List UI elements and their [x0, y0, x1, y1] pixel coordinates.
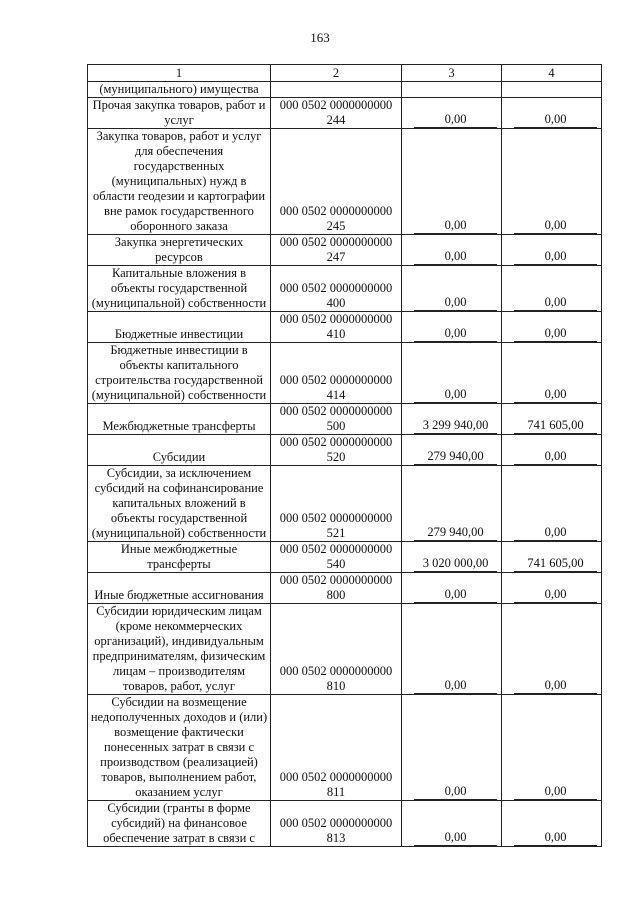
row-col4-cell [502, 343, 602, 404]
table-row [88, 404, 602, 435]
row-col3-cell [402, 573, 502, 604]
table-row [88, 343, 602, 404]
row-name-cell: Субсидии юридическим лицам (кроме некоммерческих организаций), индивидуальным предпринимателям, физическим лицам – производителям товаров, работ, услуг [88, 604, 271, 695]
row-col3-cell-value: 0,00 [414, 784, 497, 800]
row-col4-cell [502, 98, 602, 129]
row-code-cell: 000 0502 0000000000 414 [271, 343, 402, 404]
row-name-cell: Субсидии (гранты в форме субсидий) на финансовое обеспечение затрат в связи с [88, 801, 271, 847]
row-code-cell: 000 0502 0000000000 521 [271, 466, 402, 542]
row-col3-cell [402, 604, 502, 695]
row-col4-cell-value: 0,00 [514, 387, 597, 403]
row-col3-cell-value: 0,00 [414, 112, 497, 128]
row-col4-cell [502, 435, 602, 466]
table-row [88, 542, 602, 573]
row-col4-cell-value: 0,00 [514, 830, 597, 846]
row-col4-cell-value: 0,00 [514, 326, 597, 342]
row-col4-cell-value: 0,00 [514, 295, 597, 311]
row-col4-cell [502, 542, 602, 573]
row-col3-cell-value: 279 940,00 [414, 525, 497, 541]
table-row [88, 435, 602, 466]
table-row [88, 98, 602, 129]
row-col3-cell [402, 466, 502, 542]
row-col4-cell-value: 0,00 [514, 678, 597, 694]
row-name-cell: Субсидии [88, 435, 271, 466]
row-col4-cell [502, 466, 602, 542]
row-col3-cell-value: 0,00 [414, 387, 497, 403]
table-row [88, 604, 602, 695]
row-col3-cell-value: 3 020 000,00 [414, 556, 497, 572]
row-col4-cell [502, 312, 602, 343]
row-col4-cell-value: 741 605,00 [514, 418, 597, 434]
row-col4-cell [502, 404, 602, 435]
row-col4-cell [502, 235, 602, 266]
table-row [88, 466, 602, 542]
row-col3-cell [402, 235, 502, 266]
row-col3-cell-value: 0,00 [414, 249, 497, 265]
row-col3-cell-value: 279 940,00 [414, 449, 497, 465]
row-code-cell: 000 0502 0000000000 810 [271, 604, 402, 695]
row-col3-cell [402, 312, 502, 343]
row-col4-cell [502, 604, 602, 695]
row-name-cell: Иные межбюджетные трансферты [88, 542, 271, 573]
row-col3-cell [402, 435, 502, 466]
row-col4-cell-value: 0,00 [514, 449, 597, 465]
row-col4-cell [502, 695, 602, 801]
row-col3-cell [402, 266, 502, 312]
row-col4-cell [502, 801, 602, 847]
row-col3-cell [402, 82, 502, 98]
row-name-cell: Прочая закупка товаров, работ и услуг [88, 98, 271, 129]
row-code-cell: 000 0502 0000000000 520 [271, 435, 402, 466]
row-code-cell: 000 0502 0000000000 540 [271, 542, 402, 573]
row-code-cell: 000 0502 0000000000 813 [271, 801, 402, 847]
table-row [88, 573, 602, 604]
row-name-cell: Иные бюджетные ассигнования [88, 573, 271, 604]
row-col4-cell-value: 0,00 [514, 112, 597, 128]
row-code-cell: 000 0502 0000000000 400 [271, 266, 402, 312]
row-col4-cell [502, 129, 602, 235]
table-row [88, 312, 602, 343]
table-row [88, 235, 602, 266]
row-name-cell: Капитальные вложения в объекты государственной (муниципальной) собственности [88, 266, 271, 312]
row-code-cell: 000 0502 0000000000 244 [271, 98, 402, 129]
row-col3-cell-value: 0,00 [414, 295, 497, 311]
table-row [88, 695, 602, 801]
row-col3-cell [402, 404, 502, 435]
row-col4-cell-value: 0,00 [514, 218, 597, 234]
page-number: 163 [310, 30, 330, 45]
row-col4-cell [502, 573, 602, 604]
row-col4-cell-value: 741 605,00 [514, 556, 597, 572]
row-col3-cell [402, 129, 502, 235]
row-col3-cell [402, 801, 502, 847]
budget-table [87, 64, 602, 847]
row-col3-cell-value: 3 299 940,00 [414, 418, 497, 434]
table-row [88, 266, 602, 312]
table-row [88, 82, 602, 98]
row-col4-cell [502, 266, 602, 312]
table-header-row [88, 65, 602, 82]
row-col3-cell [402, 98, 502, 129]
row-col3-cell-value: 0,00 [414, 218, 497, 234]
row-col4-cell-value: 0,00 [514, 249, 597, 265]
column-header-3: 3 [402, 65, 502, 82]
row-code-cell: 000 0502 0000000000 410 [271, 312, 402, 343]
row-col3-cell-value: 0,00 [414, 678, 497, 694]
row-col3-cell-value: 0,00 [414, 830, 497, 846]
row-col4-cell [502, 82, 602, 98]
column-header-1: 1 [88, 65, 271, 82]
row-name-cell: (муниципального) имущества [88, 82, 271, 98]
row-name-cell: Бюджетные инвестиции [88, 312, 271, 343]
row-col4-cell-value: 0,00 [514, 784, 597, 800]
column-header-2: 2 [271, 65, 402, 82]
row-col3-cell [402, 343, 502, 404]
row-col3-cell [402, 695, 502, 801]
row-name-cell: Закупка энергетических ресурсов [88, 235, 271, 266]
row-col3-cell [402, 542, 502, 573]
row-name-cell: Субсидии, за исключением субсидий на софинансирование капитальных вложений в объекты государственной (муниципальной) собственности [88, 466, 271, 542]
row-code-cell: 000 0502 0000000000 247 [271, 235, 402, 266]
row-code-cell: 000 0502 0000000000 800 [271, 573, 402, 604]
row-code-cell: 000 0502 0000000000 245 [271, 129, 402, 235]
row-col3-cell-value: 0,00 [414, 587, 497, 603]
row-col4-cell-value: 0,00 [514, 525, 597, 541]
table-row [88, 801, 602, 847]
table-row [88, 129, 602, 235]
row-code-cell: 000 0502 0000000000 811 [271, 695, 402, 801]
row-code-cell: 000 0502 0000000000 500 [271, 404, 402, 435]
row-name-cell: Закупка товаров, работ и услуг для обеспечения государственных (муниципальных) нужд в области геодезии и картографии вне рамок государственного оборонного заказа [88, 129, 271, 235]
row-name-cell: Субсидии на возмещение недополученных доходов и (или) возмещение фактически понесенных затрат в связи с производством (реализацией) товаров, выполнением работ, оказанием услуг [88, 695, 271, 801]
row-name-cell: Межбюджетные трансферты [88, 404, 271, 435]
row-col3-cell-value: 0,00 [414, 326, 497, 342]
row-name-cell: Бюджетные инвестиции в объекты капитального строительства государственной (муниципальной) собственности [88, 343, 271, 404]
column-header-4: 4 [502, 65, 602, 82]
row-col4-cell-value: 0,00 [514, 587, 597, 603]
row-code-cell [271, 82, 402, 98]
